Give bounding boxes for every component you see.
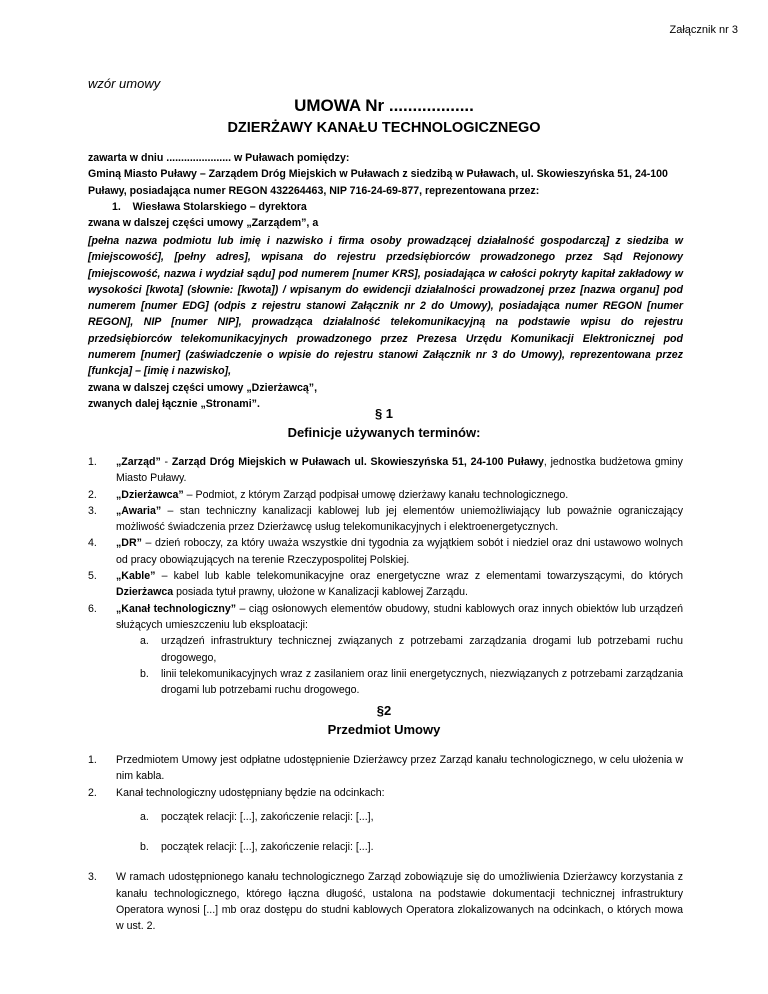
definition-text: , jednostka budżetowa gminy Miasto Puławy.	[116, 456, 683, 485]
parties-called: zwanych dalej łącznie „Stronami”.	[88, 397, 260, 410]
item-number: 1.	[88, 456, 97, 468]
rep-name: Wiesława Stolarskiego – dyrektora	[132, 200, 307, 213]
item-number: 5.	[88, 570, 97, 583]
section-1-number: § 1	[374, 406, 394, 421]
contract-subtitle: DZIERŻAWY KANAŁU TECHNOLOGICZNEGO	[227, 120, 541, 136]
definitions-list	[88, 454, 683, 698]
party-two-text: [pełna nazwa podmiotu lub imię i nazwisko i firma osoby prowadzącej działalność gospodarczą] z siedziba w [miejscowość], [pełny adres], wpisana do rejestru przedsiębiorców prowadzonego przez Sąd Rejonowy [miejscowość, nazwa i wydział sądu] pod numerem [numer KRS], posiadająca w całości pokryty kapitał zakładowy w wysokości [kwota] (słownie: [kwota]) / wpisanym do ewidencji działalności prowadzonej przez [nazwa organu] pod numerem [numer EDG] (odpis z rejestru stanowi Załącznik nr 2 do Umowy), posiadająca numer REGON [numer REGON], NIP [numer NIP], prowadząca działalność telekomunikacyjną na podstawie wpisu do rejestru przedsiębiorców telekomunikacyjnych prowadzonego przez Prezesa Urzędu Komunikacji Elektronicznej pod numerem [numer] (zaświadczenie o wpisie do rejestru stanowi Załącznik nr 3 do Umowy), reprezentowana przez [funkcja] – [imię i nazwisko],	[88, 235, 683, 378]
item-number: 1.	[88, 754, 97, 766]
definition-item	[88, 535, 683, 568]
definition-bold: Dzierżawca	[116, 586, 174, 599]
section-2-number: §2	[376, 703, 392, 718]
definition-text: – dzień roboczy, za który uważa wszystkie dni tygodnia za wyjątkiem sobót i niedziel oraz dni ustawowo wolnych od pracy obowiązujących na terenie Rzeczypospolitej Polskiej.	[116, 537, 683, 566]
definition-term: „Dzierżawca”	[116, 488, 184, 501]
intro-called-line: zwana w dalszej części umowy „Zarządem”, a	[88, 217, 319, 230]
definition-term: „Kanał technologiczny”	[116, 602, 237, 615]
segment-item	[116, 839, 683, 855]
sub-letter: a.	[140, 810, 149, 823]
sub-item	[116, 666, 683, 699]
subject-item	[88, 752, 683, 785]
subject-text: W ramach udostępnionego kanału technologicznego Zarząd zobowiązuje się do umożliwienia Dzierżawcy korzystania z kanału technologicznego, którego łączna długość, ustalona na podstawie dokumentacji technicznej infrastruktury Operatora wynosi [...] mb oraz dostępu do studni kablowych Operatora zlokalizowanych na odcinkach, o których mowa w ust. 2.	[116, 871, 683, 933]
item-number: 2.	[88, 786, 97, 799]
item-number: 3.	[88, 504, 97, 517]
section-1-heading	[0, 406, 768, 440]
section-1-title: Definicje używanych terminów:	[287, 425, 481, 440]
definition-text: – stan techniczny kanalizacji kablowej lub jej elementów uniemożliwiający lub poważnie ograniczający możliwość świadczenia przez Dzierżawcę usług telekomunikacyjnych i elektroenergetycznych.	[116, 504, 683, 534]
section-2-title: Przedmiot Umowy	[327, 722, 441, 737]
sub-letter: b.	[140, 667, 149, 680]
intro-party-one: Gminą Miasto Puławy – Zarządem Dróg Miejskich w Puławach z siedzibą w Puławach, ul. Skowieszyńska 51, 24-100 Puławy, posiadająca numer REGON 432264463, NIP 716-24-69-877, reprezentowana przez:	[88, 168, 668, 197]
segment-text: początek relacji: [...], zakończenie relacji: [...],	[161, 810, 374, 823]
party-two-called: zwana w dalszej części umowy „Dzierżawcą”,	[88, 381, 318, 394]
intro-date-line: zawarta w dniu ...................... w Puławach pomiędzy:	[88, 152, 350, 164]
intro-representative	[88, 199, 683, 215]
definition-term: „DR”	[116, 537, 142, 550]
definition-separator: -	[160, 456, 172, 468]
definition-text: – kabel lub kable telekomunikacyjne oraz energetyczne wraz z elementami towarzyszącymi, do których	[155, 570, 683, 583]
annex-label: Załącznik nr 3	[669, 24, 738, 36]
sub-letter: a.	[140, 635, 149, 648]
definition-item	[88, 503, 683, 536]
item-number: 3.	[88, 871, 97, 884]
subject-item	[88, 869, 683, 934]
definition-term: „Kable”	[116, 570, 156, 583]
definition-bold: Zarząd Dróg Miejskich w Puławach ul. Skowieszyńska 51, 24-100 Puławy	[171, 456, 544, 468]
subject-list	[88, 752, 683, 935]
subject-text: Kanał technologiczny udostępniany będzie na odcinkach:	[116, 786, 385, 799]
item-number: 2.	[88, 488, 97, 501]
definition-item	[88, 568, 683, 601]
item-number: 6.	[88, 602, 97, 615]
sub-letter: b.	[140, 841, 149, 854]
sub-item	[116, 633, 683, 666]
definition-item	[88, 487, 683, 503]
rep-number: 1.	[112, 200, 121, 213]
subject-text: Przedmiotem Umowy jest odpłatne udostępnienie Dzierżawcy przez Zarząd kanału technologicznego, w celu ułożenia w nim kabla.	[116, 754, 683, 783]
sub-text: urządzeń infrastruktury technicznej związanych z potrzebami zarządzania drogami lub potrzebami ruchu drogowego,	[161, 635, 683, 664]
definition-item	[88, 454, 683, 487]
definition-item	[88, 601, 683, 699]
definition-term: „Zarząd”	[116, 456, 161, 468]
definition-text: posiada tytuł prawny, ułożone w Kanalizacji kablowej Zarządu.	[173, 586, 468, 599]
segment-item	[116, 809, 683, 825]
definition-term: „Awaria”	[116, 504, 162, 517]
sub-text: linii telekomunikacyjnych wraz z zasilaniem oraz linii energetycznych, niezwiązanych z potrzebami zarządzania drogami lub potrzebami ruchu drogowego.	[161, 667, 683, 697]
definition-text: – Podmiot, z którym Zarząd podpisał umowę dzierżawy kanału technologicznego.	[183, 488, 569, 501]
intro-block	[88, 150, 683, 231]
segment-text: początek relacji: [...], zakończenie relacji: [...].	[161, 841, 374, 854]
segments-sublist	[116, 809, 683, 856]
subject-item	[88, 785, 683, 856]
template-label: wzór umowy	[88, 76, 161, 91]
definition-text: – ciąg osłonowych elementów obudowy, studni kablowych oraz innych obiektów lub urządzeń służących umieszczeniu lub eksploatacji:	[116, 602, 683, 631]
contract-title: UMOWA Nr ..................	[294, 96, 474, 115]
party-two-block	[88, 233, 683, 412]
item-number: 4.	[88, 537, 97, 550]
definition-sublist	[116, 633, 683, 698]
section-2-heading	[0, 703, 768, 737]
